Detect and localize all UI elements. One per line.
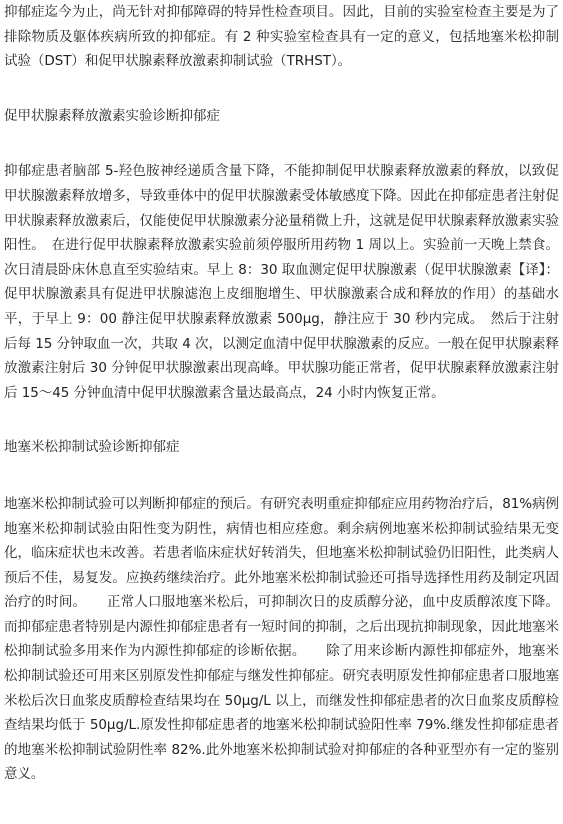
dst-paragraph: 地塞米松抑制试验可以判断抑郁症的预后。有研究表明重症抑郁症应用药物治疗后，81%病例地塞米松抑制试验由阳性变为阴性，病情也相应痊愈。剩余病例地塞米松抑制试验结果无变化，临床症状也未改善。若患者临床症状好转消失，但地塞米松抑制试验仍旧阳性，此类病人预后不佳，易复发。应换药继续治疗。此外地塞米松抑制试验还可指导选择性用药及制定巩固治疗的时间。 正常人口服地塞米松后，可抑制次日的皮质醇分泌，血中皮质醇浓度下降。而抑郁症患者特别是内源性抑郁症患者有一短时间的抑制，之后出现抗抑制现象，因此地塞米松抑制试验多用来作为内源性抑郁症的诊断依据。 除了用来诊断内源性抑郁症外，地塞米松抑制试验还可用来区别原发性抑郁症与继发性抑郁症。研究表明原发性抑郁症患者口服地塞米松后次日血浆皮质醇检查结果均在 50μg/L 以上，而继发性抑郁症患者的次日血浆皮质醇检查结果均低于 50μg/L.原发性抑郁症患者的地塞米松抑制试验阳性率 79%.继发性抑郁症患者的地塞米松抑制试验阴性率 82%.此外地塞米松抑制试验对抑郁症的各种亚型亦有一定的鉴别意义。 <box>4 495 559 783</box>
trh-paragraph: 抑郁症患者脑部 5-羟色胺神经递质含量下降，不能抑制促甲状腺素释放激素的释放，以致促甲状腺激素释放增多，导致垂体中的促甲状腺激素受体敏感度下降。因此在抑郁症患者注射促甲状腺素释放激素后，仅能使促甲状腺激素分泌量稍微上升，这就是促甲状腺素释放激素实验阳性。 在进行促甲状腺素释放激素实验前须停服所用药物 1 周以上。实验前一天晚上禁食。次日清晨卧床休息直至实验结束。早上 8：30 取血测定促甲状腺激素（促甲状腺激素【译】：促甲状腺激素具有促进甲状腺滤泡上皮细胞增生、甲状腺激素合成和释放的作用）的基础水平，于早上 9：00 静注促甲状腺素释放激素 500μg，静注应于 30 秒内完成。 然后于注射后每 15 分钟取血一次，共取 4 次，以测定血清中促甲状腺激素的反应。一般在促甲状腺素释放激素注射后 30 分钟促甲状腺激素出现高峰。甲状腺功能正常者，促甲状腺素释放激素注射后 15～45 分钟血清中促甲状腺激素含量达最高点，24 小时内恢复正常。 <box>4 163 559 401</box>
spacer <box>4 128 559 159</box>
spacer <box>4 74 559 104</box>
spacer <box>4 460 559 492</box>
intro-paragraph: 抑郁症迄今为止，尚无针对抑郁障碍的特异性检查项目。因此，目前的实验室检查主要是为了排除物质及躯体疾病所致的抑郁症。有 2 种实验室检查具有一定的意义，包括地塞米松抑制试验（DST）和促甲状腺素释放激素抑制试验（TRHST）。 <box>4 4 559 70</box>
section-heading-trh: 促甲状腺素释放激素实验诊断抑郁症 <box>4 107 220 124</box>
spacer <box>4 405 559 435</box>
section-heading-dst: 地塞米松抑制试验诊断抑郁症 <box>4 439 180 456</box>
